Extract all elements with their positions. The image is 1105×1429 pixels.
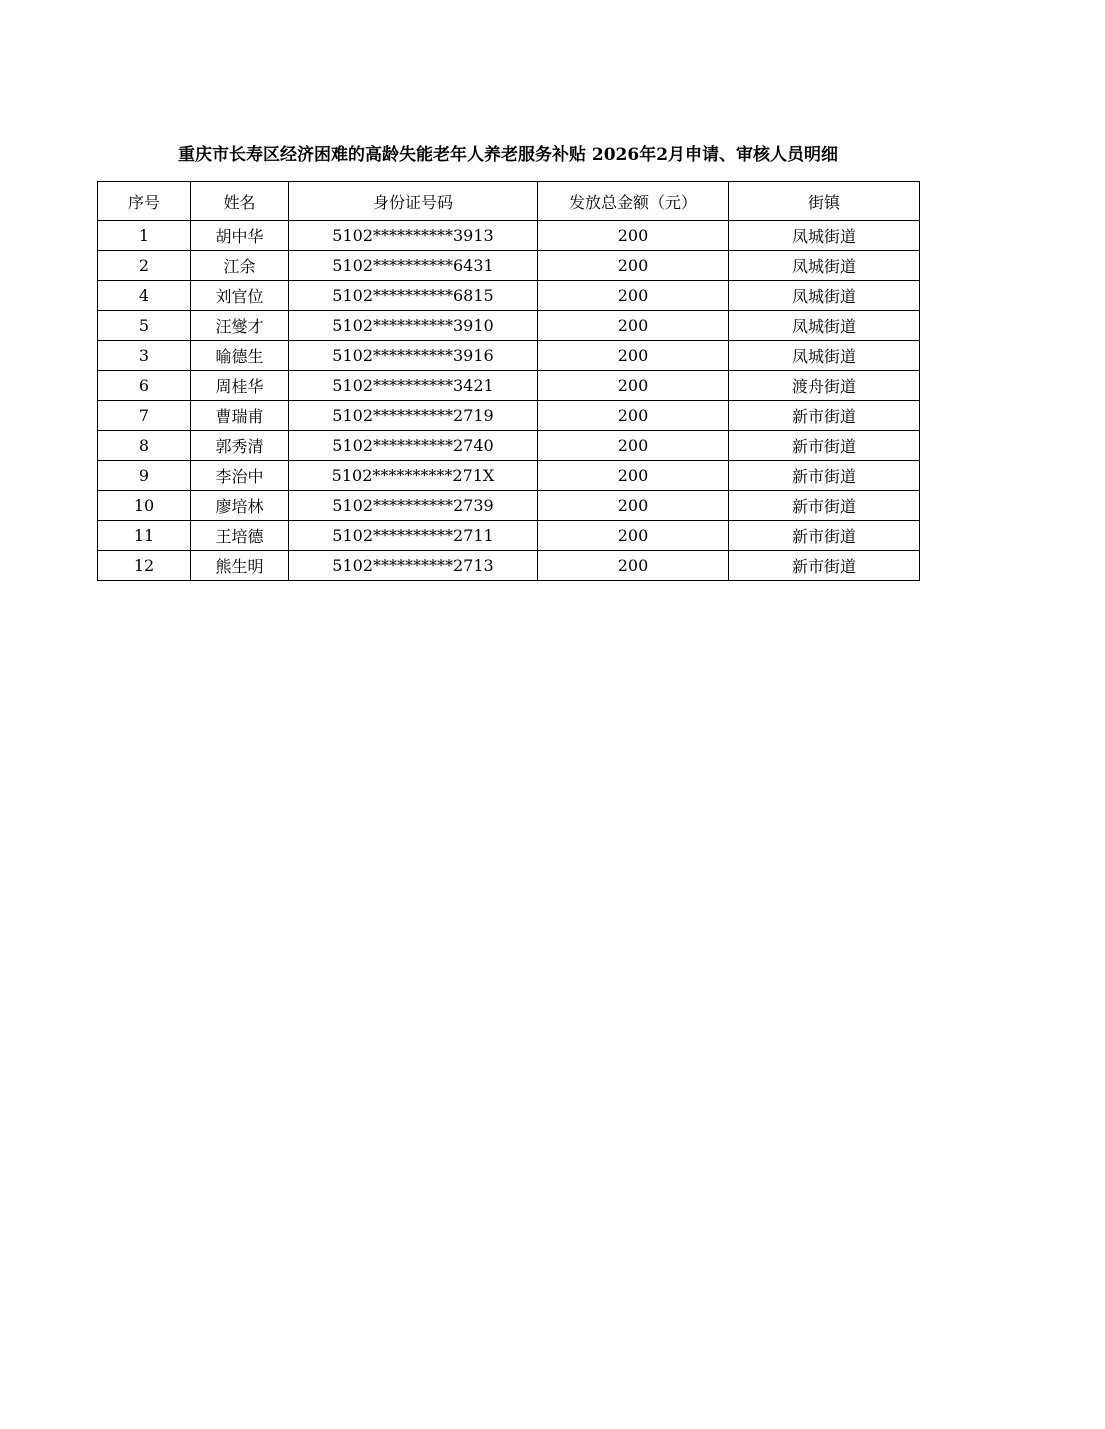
table-row bbox=[98, 491, 920, 521]
header-seq: 序号 bbox=[98, 182, 191, 221]
table-row bbox=[98, 371, 920, 401]
header-name: 姓名 bbox=[191, 182, 289, 221]
cell-amount: 200 bbox=[538, 221, 729, 251]
cell-seq: 10 bbox=[98, 491, 191, 521]
cell-name: 江余 bbox=[191, 251, 289, 281]
cell-amount: 200 bbox=[538, 491, 729, 521]
header-street: 街镇 bbox=[729, 182, 920, 221]
cell-seq: 11 bbox=[98, 521, 191, 551]
cell-street: 凤城街道 bbox=[729, 341, 920, 371]
subsidy-roster-table bbox=[97, 181, 920, 581]
cell-id-number: 5102**********2719 bbox=[289, 401, 538, 431]
cell-amount: 200 bbox=[538, 401, 729, 431]
cell-name: 刘官位 bbox=[191, 281, 289, 311]
cell-id-number: 5102**********2740 bbox=[289, 431, 538, 461]
cell-id-number: 5102**********2711 bbox=[289, 521, 538, 551]
cell-amount: 200 bbox=[538, 521, 729, 551]
cell-name: 周桂华 bbox=[191, 371, 289, 401]
cell-id-number: 5102**********3421 bbox=[289, 371, 538, 401]
cell-name: 廖培林 bbox=[191, 491, 289, 521]
cell-name: 王培德 bbox=[191, 521, 289, 551]
table-row bbox=[98, 551, 920, 581]
table-row bbox=[98, 221, 920, 251]
cell-seq: 5 bbox=[98, 311, 191, 341]
cell-amount: 200 bbox=[538, 341, 729, 371]
cell-id-number: 5102**********6815 bbox=[289, 281, 538, 311]
cell-amount: 200 bbox=[538, 431, 729, 461]
table-row bbox=[98, 341, 920, 371]
cell-id-number: 5102**********3916 bbox=[289, 341, 538, 371]
header-amount: 发放总金额（元） bbox=[538, 182, 729, 221]
table-body bbox=[98, 221, 920, 581]
cell-street: 新市街道 bbox=[729, 521, 920, 551]
cell-id-number: 5102**********2713 bbox=[289, 551, 538, 581]
cell-id-number: 5102**********271X bbox=[289, 461, 538, 491]
table-header-row bbox=[98, 182, 920, 221]
cell-name: 李治中 bbox=[191, 461, 289, 491]
cell-seq: 9 bbox=[98, 461, 191, 491]
cell-name: 喻德生 bbox=[191, 341, 289, 371]
cell-amount: 200 bbox=[538, 251, 729, 281]
cell-street: 凤城街道 bbox=[729, 311, 920, 341]
cell-street: 渡舟街道 bbox=[729, 371, 920, 401]
cell-amount: 200 bbox=[538, 281, 729, 311]
cell-amount: 200 bbox=[538, 311, 729, 341]
table-row bbox=[98, 401, 920, 431]
document-title: 重庆市长寿区经济困难的高龄失能老年人养老服务补贴 2026年2月申请、审核人员明细 bbox=[177, 145, 839, 165]
table-row bbox=[98, 461, 920, 491]
cell-street: 新市街道 bbox=[729, 431, 920, 461]
table-row bbox=[98, 281, 920, 311]
cell-amount: 200 bbox=[538, 371, 729, 401]
cell-name: 熊生明 bbox=[191, 551, 289, 581]
cell-street: 凤城街道 bbox=[729, 251, 920, 281]
cell-amount: 200 bbox=[538, 461, 729, 491]
cell-seq: 4 bbox=[98, 281, 191, 311]
header-id-number: 身份证号码 bbox=[289, 182, 538, 221]
table-row bbox=[98, 251, 920, 281]
table-row bbox=[98, 311, 920, 341]
cell-seq: 8 bbox=[98, 431, 191, 461]
cell-seq: 3 bbox=[98, 341, 191, 371]
cell-id-number: 5102**********3913 bbox=[289, 221, 538, 251]
cell-id-number: 5102**********6431 bbox=[289, 251, 538, 281]
cell-seq: 12 bbox=[98, 551, 191, 581]
cell-street: 凤城街道 bbox=[729, 281, 920, 311]
cell-name: 郭秀清 bbox=[191, 431, 289, 461]
cell-street: 新市街道 bbox=[729, 461, 920, 491]
cell-street: 新市街道 bbox=[729, 551, 920, 581]
cell-seq: 2 bbox=[98, 251, 191, 281]
cell-street: 新市街道 bbox=[729, 491, 920, 521]
cell-seq: 1 bbox=[98, 221, 191, 251]
cell-id-number: 5102**********2739 bbox=[289, 491, 538, 521]
table-row bbox=[98, 521, 920, 551]
cell-seq: 7 bbox=[98, 401, 191, 431]
cell-street: 新市街道 bbox=[729, 401, 920, 431]
cell-name: 汪燮才 bbox=[191, 311, 289, 341]
cell-name: 胡中华 bbox=[191, 221, 289, 251]
cell-id-number: 5102**********3910 bbox=[289, 311, 538, 341]
cell-name: 曹瑞甫 bbox=[191, 401, 289, 431]
cell-amount: 200 bbox=[538, 551, 729, 581]
cell-street: 凤城街道 bbox=[729, 221, 920, 251]
cell-seq: 6 bbox=[98, 371, 191, 401]
table-row bbox=[98, 431, 920, 461]
